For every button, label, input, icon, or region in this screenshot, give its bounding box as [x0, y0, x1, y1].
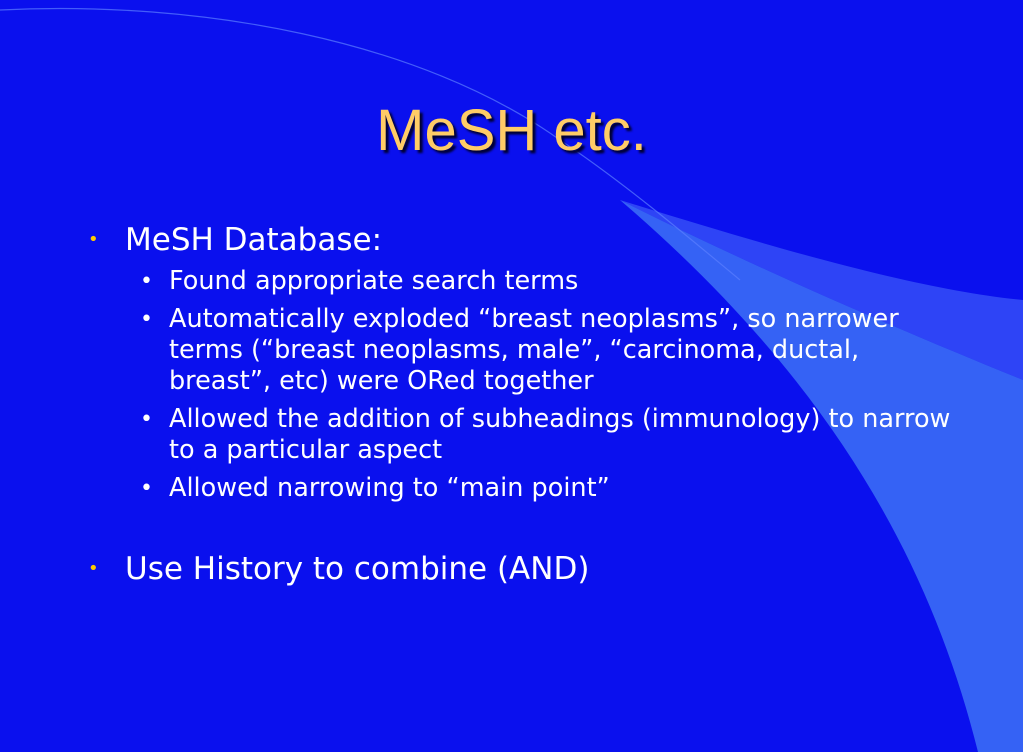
sub-bullet-item: [88, 266, 968, 297]
sub-bullet-glyph: •: [140, 476, 153, 501]
bullet-glyph: •: [88, 558, 99, 579]
bullet-glyph: •: [88, 229, 99, 250]
sub-bullet-text: Allowed narrowing to “main point”: [169, 473, 610, 503]
sub-bullet-text: Found appropriate search terms: [169, 266, 579, 296]
bullet-content: [88, 218, 968, 591]
sub-bullet-glyph: •: [140, 269, 153, 294]
spacer: [88, 511, 968, 547]
sub-bullet-list: [88, 266, 968, 504]
sub-bullet-text: Automatically exploded “breast neoplasms”, so narrower terms (“breast neoplasms, male”, “carcinoma, ductal, breast”, etc) were ORed together: [169, 304, 899, 396]
sub-bullet-text: Allowed the addition of subheadings (immunology) to narrow to a particular aspect: [169, 404, 951, 465]
sub-bullet-item: [88, 473, 968, 504]
bullet-use-history: [88, 547, 968, 591]
bullet-mesh-database: [88, 218, 968, 262]
bullet-text: MeSH Database:: [125, 222, 383, 258]
sub-bullet-item: [88, 404, 968, 466]
sub-bullet-glyph: •: [140, 307, 153, 332]
bullet-text: Use History to combine (AND): [125, 551, 590, 587]
sub-bullet-item: [88, 304, 968, 397]
slide-title: MeSH etc.: [376, 98, 647, 163]
sub-bullet-glyph: •: [140, 407, 153, 432]
